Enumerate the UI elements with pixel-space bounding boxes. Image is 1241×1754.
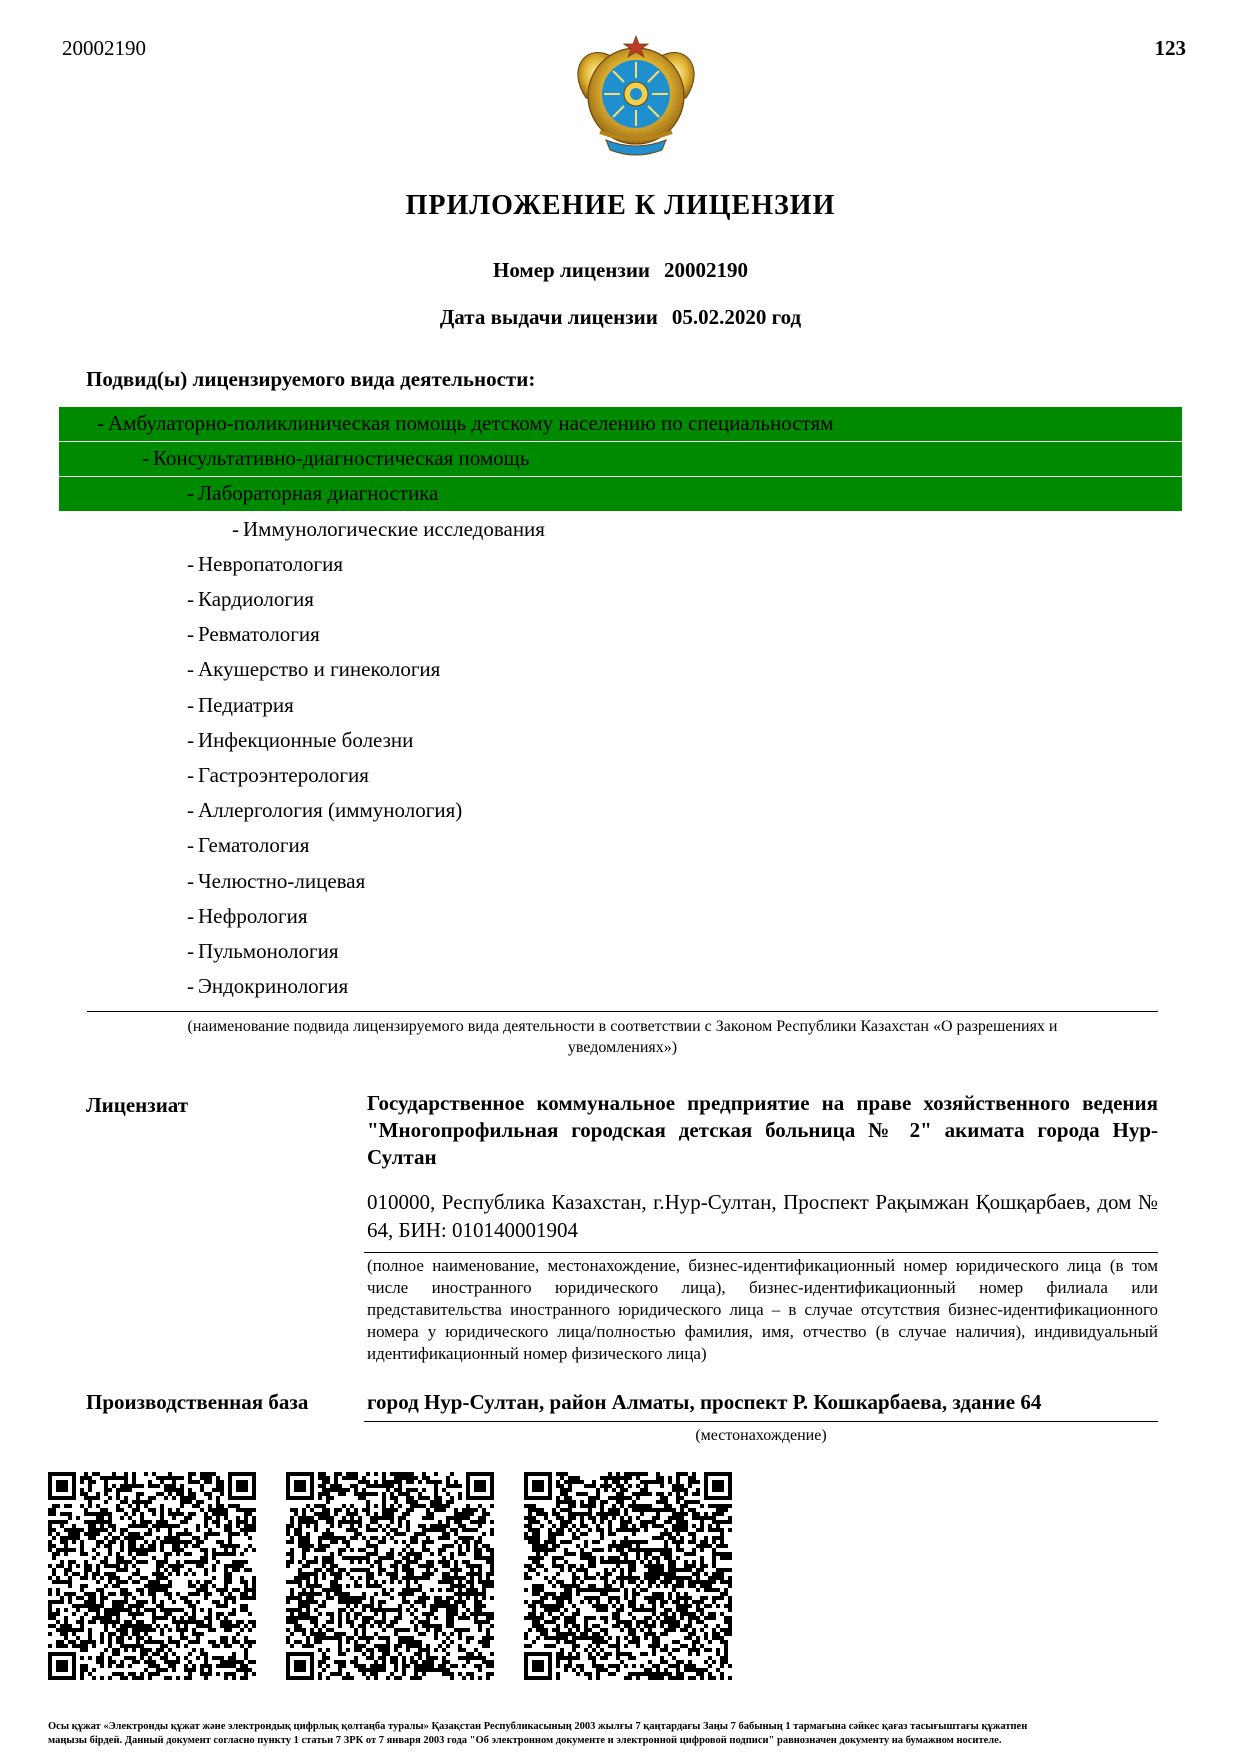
footer-line-1: Осы құжат «Электронды құжат және электрондық цифрлық қолтаңба туралы» Қазақстан Республикасының 2003 жылғы 7 қаңтардағы Заңы 7 бабының 1 тармағына сәйкес қағаз тасығыштағы құжатпен: [48, 1721, 1028, 1732]
subtype-item: [187, 582, 314, 616]
subtype-item: [187, 688, 294, 722]
list-dash: -: [187, 727, 194, 752]
list-dash: -: [187, 622, 194, 647]
issue-date-line: [0, 305, 1241, 330]
subtype-text: Пульмонология: [198, 939, 339, 963]
page-number: 123: [1154, 36, 1186, 60]
subtype-text: Гастроэнтерология: [198, 763, 369, 787]
license-number-line: [0, 258, 1241, 283]
subtype-text: Ревматология: [198, 622, 320, 647]
subtype-item: [187, 969, 348, 1003]
list-dash: -: [187, 833, 194, 858]
subtype-item: [187, 793, 462, 827]
list-dash: -: [187, 657, 194, 682]
subtype-item: [187, 617, 320, 651]
subtype-item: [187, 723, 413, 757]
document-title: ПРИЛОЖЕНИЕ К ЛИЦЕНЗИИ: [405, 190, 836, 221]
licensee-label: Лицензиат: [86, 1093, 189, 1117]
subtype-text: Инфекционные болезни: [198, 727, 414, 752]
licensee-address: 010000, Республика Казахстан, г.Нур-Султан, Проспект Рақымжан Қошқарбаев, дом № 64, БИН: 010140001904: [367, 1190, 1158, 1242]
list-dash: -: [142, 446, 149, 471]
subtype-text: Лабораторная диагностика: [198, 481, 439, 506]
subtype-item: [142, 441, 529, 475]
subtypes-caption: [87, 1016, 1158, 1058]
subtype-item: [187, 652, 440, 686]
licensee-divider: [364, 1252, 1158, 1253]
issue-date-label: Дата выдачи лицензии: [439, 305, 658, 329]
qr-code-2: [286, 1472, 494, 1680]
subtype-item: [187, 828, 309, 862]
subtypes-divider: [87, 1011, 1158, 1012]
subtype-item: [187, 864, 365, 898]
subtype-text: Гематология: [198, 833, 310, 858]
subtypes-caption-line-2: уведомлениях»): [567, 1039, 678, 1056]
list-dash: -: [187, 798, 194, 823]
subtype-text: Амбулаторно-поликлиническая помощь детскому населению по специальностям: [108, 411, 834, 435]
subtype-item: [187, 758, 369, 792]
subtype-text: Нефрология: [198, 903, 308, 928]
subtype-text: Консультативно-диагностическая помощь: [153, 446, 530, 471]
licensee-name: Государственное коммунальное предприятие на праве хозяйственного ведения "Многопрофильная городская детская больница № 2" акимата города Нур-Султан: [367, 1091, 1158, 1169]
state-emblem-icon: [566, 28, 706, 164]
list-dash: -: [187, 481, 194, 506]
footer-line-2: маңызы бірдей. Данный документ согласно пункту 1 статьи 7 ЗРК от 7 января 2003 года "Об электронном документе и электронной цифровой подписи" равнозначен документу на бумажном носителе.: [48, 1735, 1002, 1746]
list-dash: -: [97, 411, 104, 435]
subtypes-label: Подвид(ы) лицензируемого вида деятельности:: [86, 367, 536, 391]
subtype-item: [187, 476, 438, 510]
license-number-label: Номер лицензии: [492, 258, 651, 282]
production-base-label: Производственная база: [86, 1390, 309, 1414]
qr-code-1: [48, 1472, 256, 1680]
subtype-item: [187, 899, 308, 933]
list-dash: -: [187, 692, 194, 717]
list-dash: -: [232, 516, 239, 541]
production-base-caption: (местонахождение): [695, 1427, 827, 1444]
production-base-value: город Нур-Султан, район Алматы, проспект Р. Кошкарбаева, здание 64: [367, 1390, 1042, 1414]
subtype-text: Педиатрия: [198, 692, 294, 717]
subtype-item: [232, 512, 545, 546]
licensee-caption: (полное наименование, местонахождение, бизнес-идентификационный номер юридического лица (в том числе иностранного юридического лица), бизнес-идентификационный номер филиала или представительства иностранного юридического лица – в случае отсутствия бизнес-идентификационного номера у юридического лица/полностью фамилия, имя, отчество (в случае наличия), индивидуальный идентификационный номер физического лица): [367, 1256, 1158, 1363]
list-dash: -: [187, 763, 194, 787]
subtype-item: [187, 934, 339, 968]
subtype-text: Эндокринология: [198, 974, 349, 999]
subtype-text: Иммунологические исследования: [243, 516, 545, 541]
production-base-divider: [364, 1421, 1158, 1422]
list-dash: -: [187, 974, 194, 999]
list-dash: -: [187, 868, 194, 893]
subtype-text: Челюстно-лицевая: [198, 868, 366, 893]
subtype-item: [187, 547, 343, 581]
subtype-text: Невропатология: [198, 551, 344, 576]
subtypes-caption-line-1: (наименование подвида лицензируемого вида деятельности в соответствии с Законом Республики Казахстан «О разрешениях и: [187, 1018, 1058, 1035]
subtype-text: Акушерство и гинекология: [198, 657, 441, 682]
subtype-text: Аллергология (иммунология): [198, 798, 463, 823]
list-dash: -: [187, 587, 194, 611]
issue-date-value: 05.02.2020 год: [671, 305, 802, 329]
license-number-top: 20002190: [62, 36, 146, 60]
list-dash: -: [187, 939, 194, 963]
list-dash: -: [187, 551, 194, 576]
subtype-item: [97, 406, 833, 440]
subtype-text: Кардиология: [198, 587, 314, 611]
license-number-value: 20002190: [664, 258, 749, 282]
list-dash: -: [187, 903, 194, 928]
qr-code-3: [524, 1472, 732, 1680]
